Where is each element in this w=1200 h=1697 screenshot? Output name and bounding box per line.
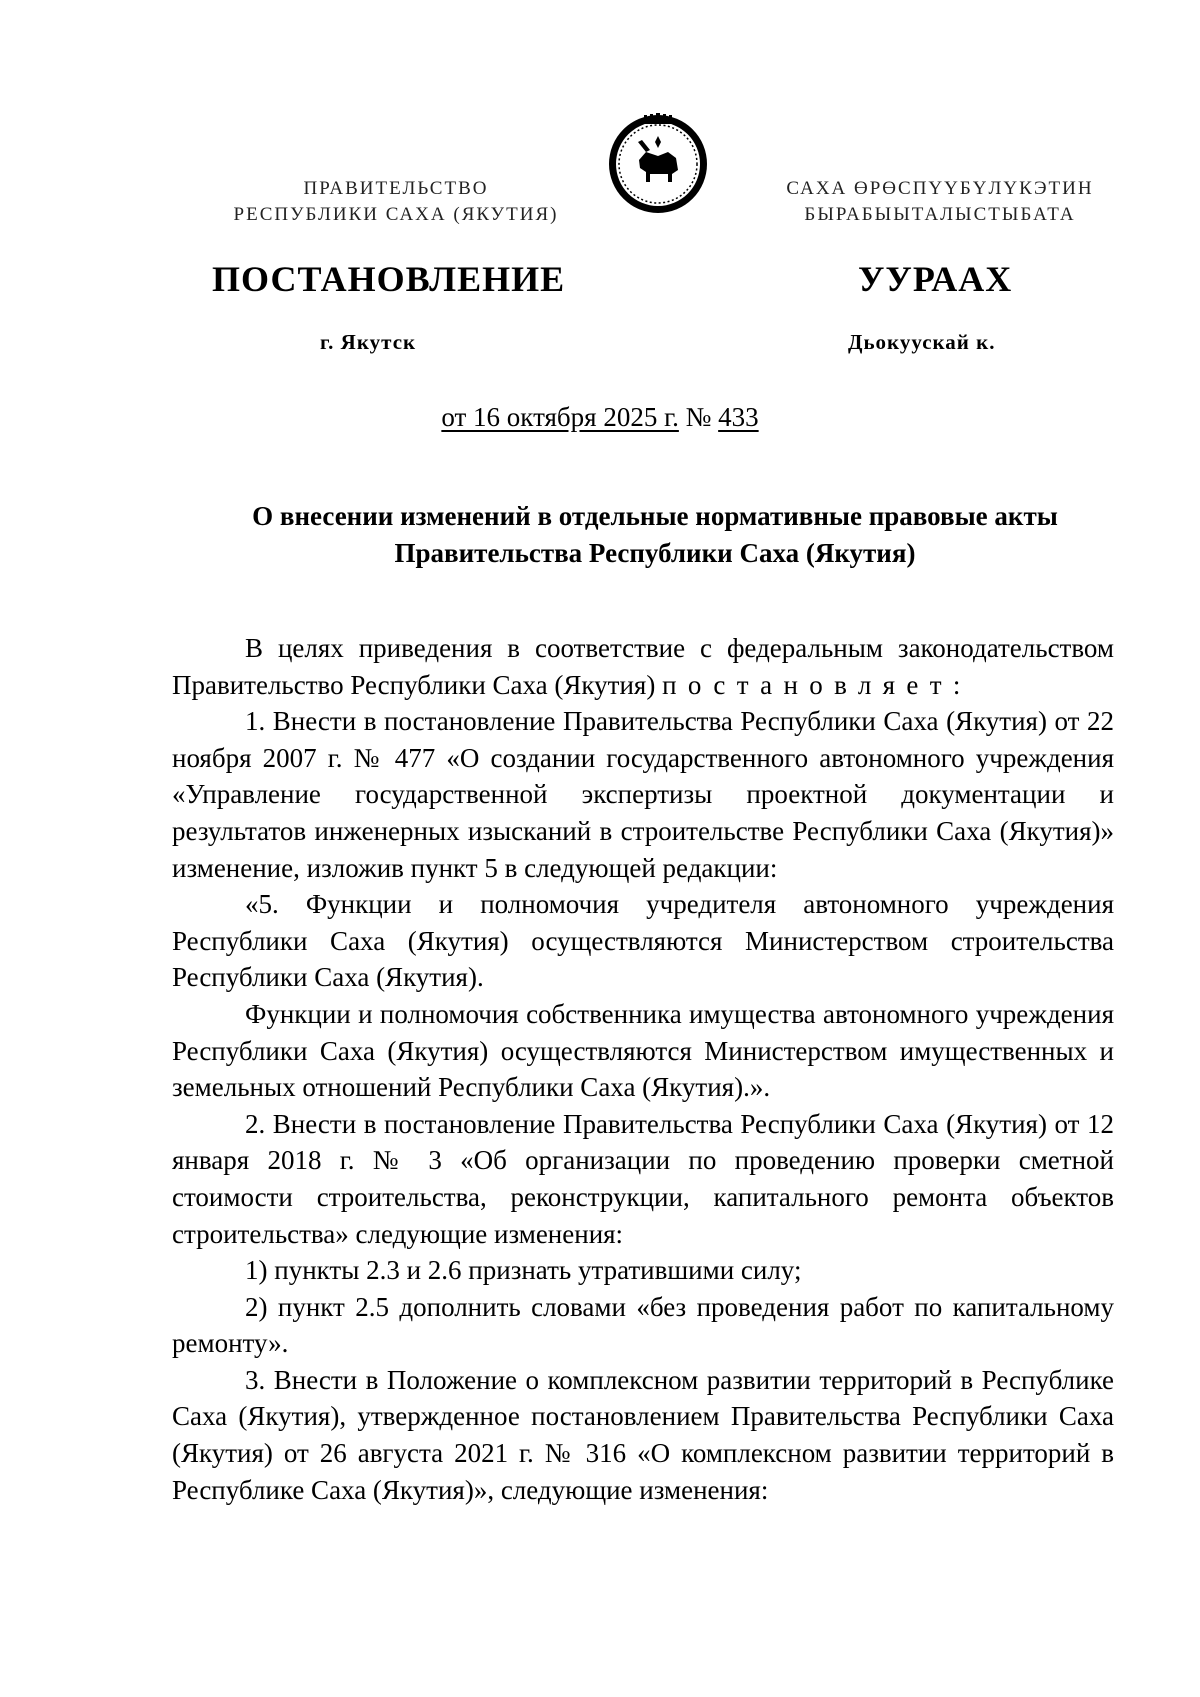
city-russian: г. Якутск (320, 330, 417, 354)
org-name-line: БЫРАБЫЫТАЛЫСТЫБАТА (804, 204, 1076, 225)
resolves-word: постановляет: (662, 669, 972, 700)
sakha-coat-of-arms-icon (606, 112, 710, 216)
doc-type-sakha: УУРААХ (858, 259, 1013, 299)
org-name-line: САХА ӨРӨСПҮҮБҮЛҮКЭТИН (786, 178, 1094, 199)
document-number: 433 (718, 402, 759, 432)
title-line: О внесении изменений в отдельные нормативные правовые акты (252, 501, 1058, 531)
intro-text: В целях приведения в соответствие с федеральным законодательством Правительство Республики Саха (Якутия) (172, 633, 1114, 700)
number-sign: № (685, 402, 712, 432)
org-name-sakha (730, 176, 1150, 228)
doc-type-russian: ПОСТАНОВЛЕНИЕ (212, 259, 566, 299)
org-name-russian (186, 176, 606, 228)
title-line: Правительства Республики Саха (Якутия) (394, 538, 916, 568)
org-name-line: РЕСПУБЛИКИ САХА (ЯКУТИЯ) (233, 204, 559, 225)
document-title (170, 498, 1140, 572)
date-number-line (0, 402, 1200, 433)
city-sakha: Дьокуускай к. (848, 330, 996, 354)
org-name-line: ПРАВИТЕЛЬСТВО (303, 178, 489, 199)
body-paragraph: 1) пункты 2.3 и 2.6 признать утратившими силу; (245, 1255, 802, 1286)
body-paragraph: 2) пункт 2.5 дополнить словами «без проведения работ по капитальному ремонту». (172, 1291, 1114, 1359)
body-paragraph: 3. Внести в Положение о комплексном развитии территорий в Республике Саха (Якутия), утвержденное постановлением Правительства Республики Саха (Якутия) от 26 августа 2021 г. № 316 «О комплексном развитии территорий в Республике Саха (Якутия)», следующие изменения: (172, 1364, 1114, 1505)
intro-paragraph (172, 630, 1114, 703)
document-date: от 16 октября 2025 г. (441, 402, 679, 432)
body-paragraph: 1. Внести в постановление Правительства Республики Саха (Якутия) от 22 ноября 2007 г. № 477 «О создании государственного автономного учреждения «Управление государственной экспертизы проектной документации и результатов инженерных изысканий в строительстве Республики Саха (Якутия)» изменение, изложив пункт 5 в следующей редакции: (172, 706, 1114, 883)
body-paragraph: Функции и полномочия собственника имущества автономного учреждения Республики Саха (Якутия) осуществляются Министерством имущественных и земельных отношений Республики Саха (Якутия).». (172, 998, 1114, 1103)
document-body (172, 630, 1114, 1508)
body-paragraph: 2. Внести в постановление Правительства Республики Саха (Якутия) от 12 января 2018 г. № 3 «Об организации по проведению проверки сметной стоимости строительства, реконструкции, капитального ремонта объектов строительства» следующие изменения: (172, 1108, 1114, 1249)
body-paragraph: «5. Функции и полномочия учредителя автономного учреждения Республики Саха (Якутия) осуществляются Министерством строительства Республики Саха (Якутия). (172, 889, 1114, 993)
